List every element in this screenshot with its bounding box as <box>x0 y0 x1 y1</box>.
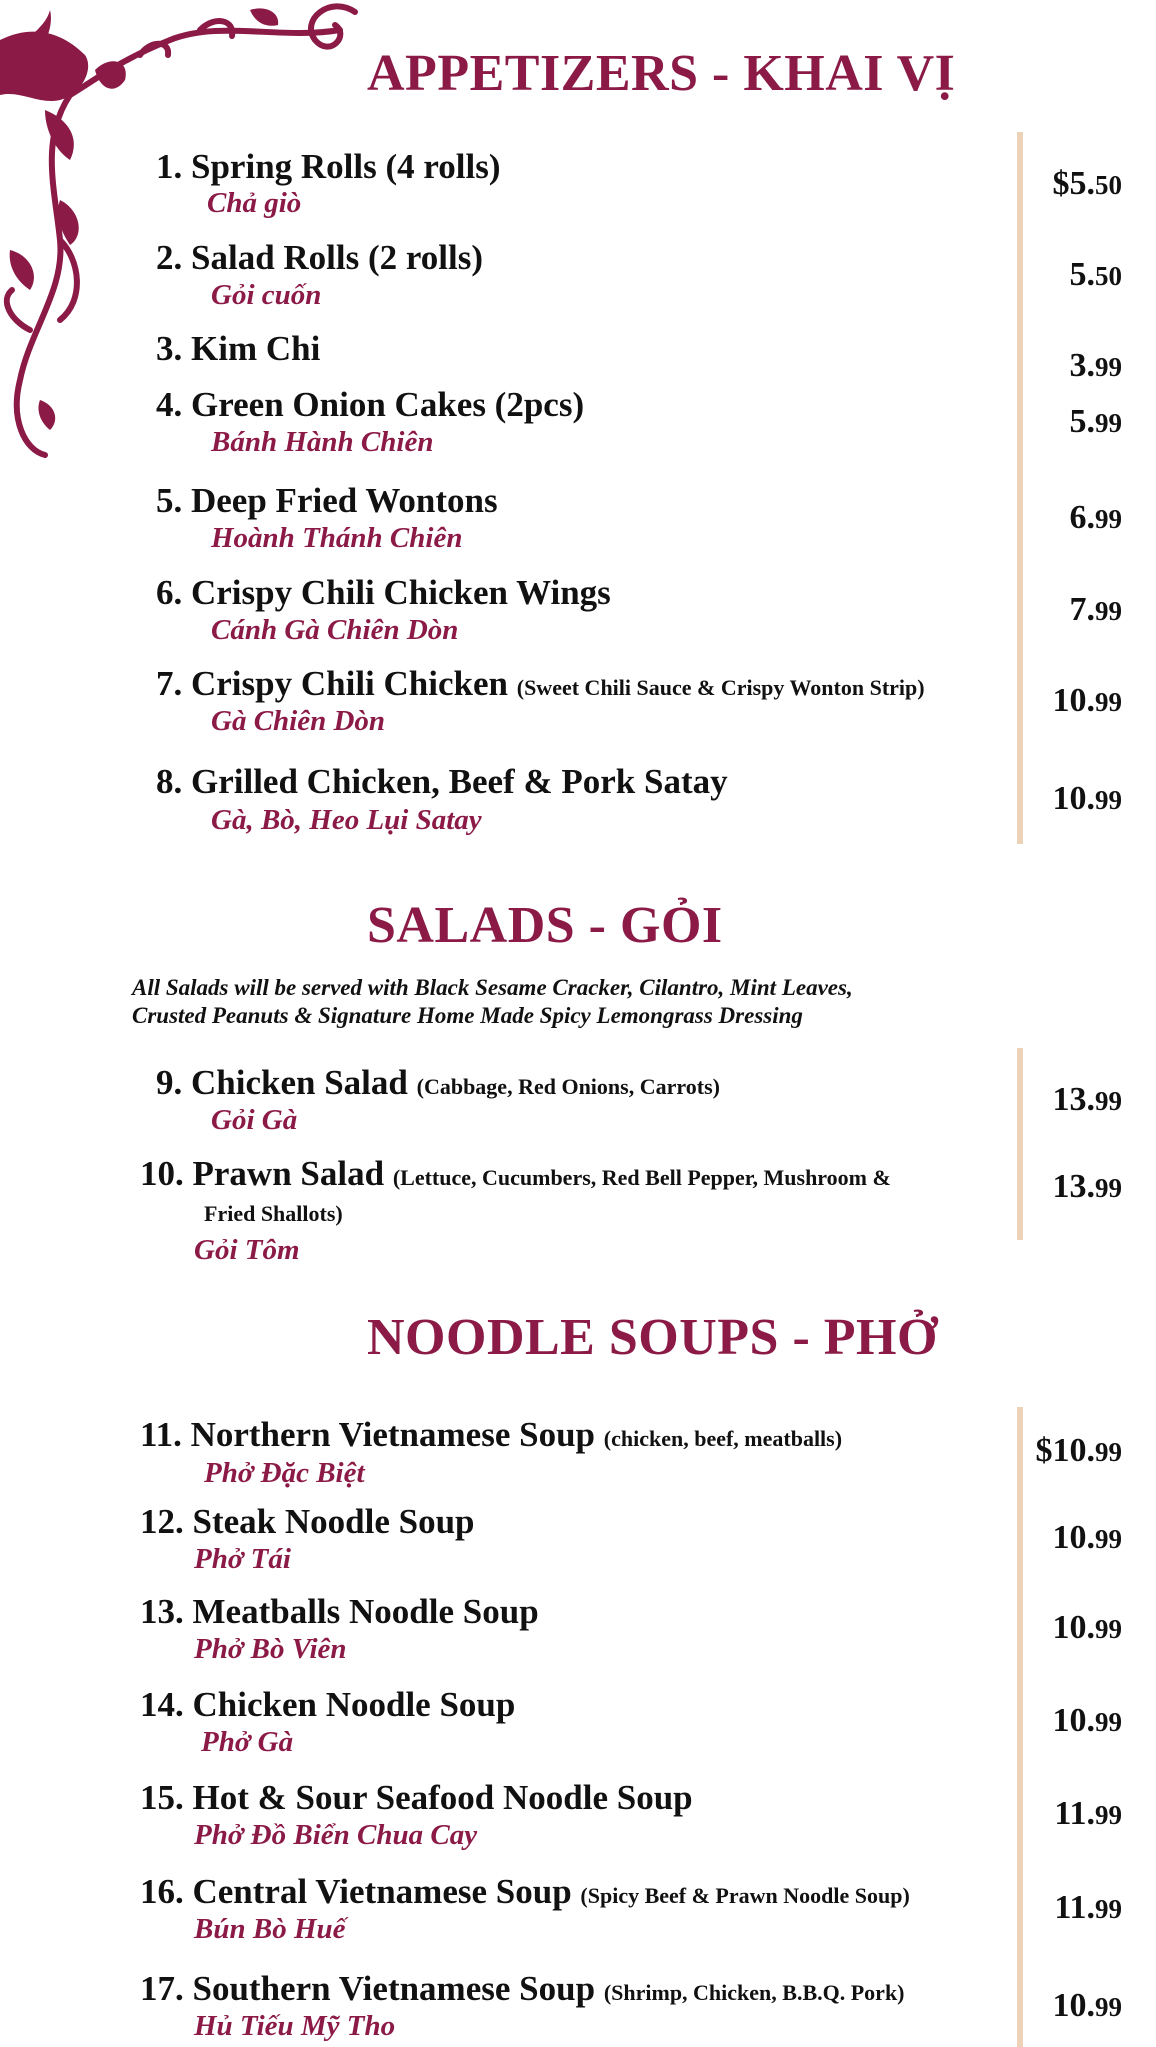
price-cents: 99 <box>1095 1614 1122 1644</box>
item-vietnamese-name: Gỏi Gà <box>211 1104 298 1136</box>
item-title <box>140 1156 891 1191</box>
item-vietnamese-name: Gỏi Tôm <box>194 1234 300 1266</box>
price-dollars: 6. <box>1069 499 1095 536</box>
item-description: (Sweet Chili Sauce & Crispy Wonton Strip) <box>516 675 925 700</box>
item-title <box>156 240 483 275</box>
item-title <box>156 149 501 184</box>
price-cents: 99 <box>1095 1894 1122 1924</box>
item-number: 9. <box>156 1063 183 1102</box>
item-number: 13. <box>140 1592 184 1631</box>
item-name: Green Onion Cakes (2pcs) <box>191 385 585 424</box>
item-price <box>1053 1611 1123 1645</box>
item-title <box>140 1971 905 2006</box>
item-number: 1. <box>156 147 183 186</box>
price-dollars: 7. <box>1069 591 1095 628</box>
item-price <box>1053 782 1123 816</box>
item-title <box>156 575 611 610</box>
item-description: (Cabbage, Red Onions, Carrots) <box>416 1074 720 1099</box>
item-vietnamese-name: Phở Đồ Biển Chua Cay <box>194 1819 478 1851</box>
price-dollars: 5. <box>1069 403 1095 440</box>
price-cents: 99 <box>1095 1707 1122 1737</box>
item-vietnamese-name: Cánh Gà Chiên Dòn <box>211 614 459 646</box>
item-name: Northern Vietnamese Soup <box>190 1415 596 1454</box>
salads-note <box>132 974 853 1030</box>
item-number: 6. <box>156 573 183 612</box>
item-price <box>1053 167 1123 201</box>
price-dollars: 13. <box>1052 1081 1095 1118</box>
item-description: (Lettuce, Cucumbers, Red Bell Pepper, Mushroom & <box>392 1165 891 1190</box>
item-price <box>1070 258 1123 292</box>
item-price <box>1036 1434 1123 1468</box>
price-cents: 99 <box>1095 1800 1122 1830</box>
salads-title: SALADS - GỎI <box>367 897 723 954</box>
item-vietnamese-name: Hoành Thánh Chiên <box>211 522 463 554</box>
item-description: (chicken, beef, meatballs) <box>603 1426 843 1451</box>
price-dollars: 10. <box>1052 780 1095 817</box>
item-price <box>1070 501 1123 535</box>
price-dollars: 3. <box>1069 347 1095 384</box>
price-dollars: $10. <box>1035 1432 1095 1469</box>
item-name: Grilled Chicken, Beef & Pork Satay <box>191 762 728 801</box>
item-title <box>156 764 728 799</box>
item-price <box>1053 1521 1123 1555</box>
price-dollars: 11. <box>1054 1795 1095 1832</box>
item-vietnamese-name: Phở Gà <box>201 1726 294 1758</box>
item-vietnamese-name: Chả giò <box>207 187 302 219</box>
item-name: Central Vietnamese Soup <box>192 1872 572 1911</box>
item-name: Kim Chi <box>191 329 321 368</box>
price-cents: 99 <box>1095 1437 1122 1467</box>
item-vietnamese-name: Hủ Tiếu Mỹ Tho <box>194 2010 396 2042</box>
item-title <box>156 387 584 422</box>
item-vietnamese-name: Phở Đặc Biệt <box>204 1457 365 1489</box>
item-title <box>156 331 320 366</box>
price-dollars: 13. <box>1052 1168 1095 1205</box>
item-name: Hot & Sour Seafood Noodle Soup <box>192 1778 693 1817</box>
item-description-continued: Fried Shallots) <box>204 1201 343 1226</box>
item-vietnamese-name: Phở Bò Viên <box>194 1633 347 1665</box>
price-cents: 99 <box>1095 785 1122 815</box>
item-number: 14. <box>140 1685 184 1724</box>
price-cents: 99 <box>1095 596 1122 626</box>
price-cents: 50 <box>1095 170 1122 200</box>
salads-note-line-2: Crusted Peanuts & Signature Home Made Spicy Lemongrass Dressing <box>132 1003 803 1028</box>
item-price <box>1053 1083 1123 1117</box>
price-cents: 99 <box>1095 687 1122 717</box>
item-number: 16. <box>140 1872 184 1911</box>
item-title <box>156 483 498 518</box>
price-dollars: $5. <box>1052 165 1095 202</box>
price-cents: 99 <box>1095 1086 1122 1116</box>
item-name: Meatballs Noodle Soup <box>192 1592 539 1631</box>
item-name: Prawn Salad <box>192 1154 385 1193</box>
item-price <box>1054 1891 1122 1925</box>
item-title <box>140 1874 910 1909</box>
noodle-soups-title: NOODLE SOUPS - PHỞ <box>367 1309 938 1366</box>
item-number: 2. <box>156 238 183 277</box>
item-name: Chicken Salad <box>191 1063 408 1102</box>
price-dollars: 10. <box>1052 682 1095 719</box>
item-vietnamese-name: Gà, Bò, Heo Lụi Satay <box>211 804 482 836</box>
price-dollars: 10. <box>1052 1609 1095 1646</box>
item-number: 17. <box>140 1969 184 2008</box>
salads-note-line-1: All Salads will be served with Black Sesame Cracker, Cilantro, Mint Leaves, <box>132 975 853 1000</box>
item-vietnamese-name: Bún Bò Huế <box>194 1913 346 1945</box>
item-name: Steak Noodle Soup <box>192 1502 475 1541</box>
price-cents: 99 <box>1095 1173 1122 1203</box>
item-name: Crispy Chili Chicken Wings <box>191 573 611 612</box>
item-vietnamese-name: Bánh Hành Chiên <box>211 426 434 458</box>
item-vietnamese-name: Gà Chiên Dòn <box>211 705 386 737</box>
appetizers-title: APPETIZERS - KHAI VỊ <box>367 45 956 102</box>
price-dollars: 10. <box>1052 1702 1095 1739</box>
item-title <box>140 1594 539 1629</box>
item-title <box>140 1687 515 1722</box>
item-number: 15. <box>140 1778 184 1817</box>
item-title <box>140 1417 842 1452</box>
item-description: (Spicy Beef & Prawn Noodle Soup) <box>580 1883 910 1908</box>
item-price <box>1070 349 1123 383</box>
item-price <box>1053 684 1123 718</box>
price-dollars: 10. <box>1052 1519 1095 1556</box>
price-cents: 99 <box>1095 1992 1122 2022</box>
item-title <box>140 1780 693 1815</box>
price-cents: 50 <box>1095 261 1122 291</box>
price-cents: 99 <box>1095 504 1122 534</box>
price-cents: 99 <box>1095 352 1122 382</box>
item-number: 3. <box>156 329 183 368</box>
item-vietnamese-name: Gỏi cuốn <box>211 279 322 311</box>
item-title <box>140 1504 475 1539</box>
divider-salads <box>1017 1048 1023 1240</box>
item-name: Salad Rolls (2 rolls) <box>191 238 484 277</box>
item-title <box>156 1065 720 1100</box>
price-dollars: 10. <box>1052 1987 1095 2024</box>
item-number: 8. <box>156 762 183 801</box>
divider-noodles <box>1017 1407 1023 2047</box>
item-price <box>1070 405 1123 439</box>
item-name: Deep Fried Wontons <box>191 481 498 520</box>
price-cents: 99 <box>1095 1524 1122 1554</box>
item-description: (Shrimp, Chicken, B.B.Q. Pork) <box>603 1980 905 2005</box>
item-price <box>1054 1797 1122 1831</box>
item-price <box>1053 1170 1123 1204</box>
divider-appetizers <box>1017 132 1023 844</box>
item-price <box>1053 1704 1123 1738</box>
item-vietnamese-name: Phở Tái <box>194 1543 291 1575</box>
item-name: Spring Rolls (4 rolls) <box>191 147 501 186</box>
price-cents: 99 <box>1095 408 1122 438</box>
item-number: 10. <box>140 1154 184 1193</box>
price-dollars: 5. <box>1069 256 1095 293</box>
item-number: 7. <box>156 664 183 703</box>
item-title <box>156 666 925 701</box>
item-number: 12. <box>140 1502 184 1541</box>
item-price <box>1070 593 1123 627</box>
item-number: 5. <box>156 481 183 520</box>
item-number: 4. <box>156 385 183 424</box>
price-dollars: 11. <box>1054 1889 1095 1926</box>
item-name: Chicken Noodle Soup <box>192 1685 516 1724</box>
item-name: Crispy Chili Chicken <box>191 664 508 703</box>
item-name: Southern Vietnamese Soup <box>192 1969 596 2008</box>
item-number: 11. <box>140 1415 182 1454</box>
item-price <box>1053 1989 1123 2023</box>
